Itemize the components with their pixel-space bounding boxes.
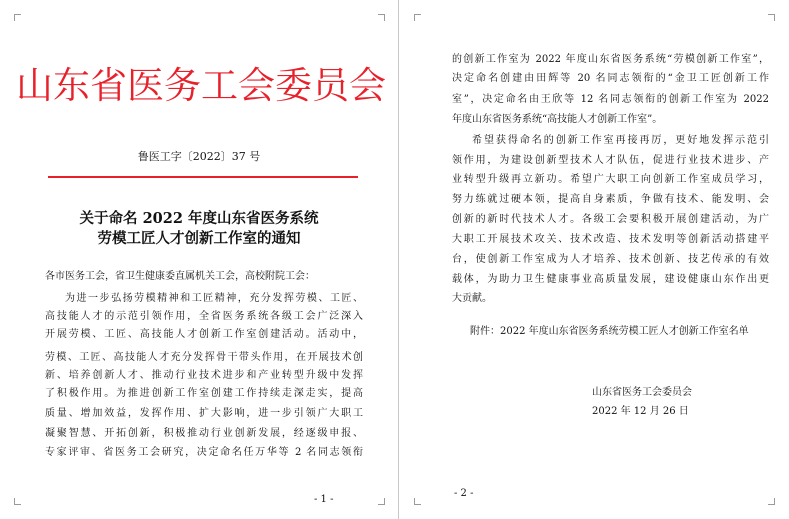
signature-organization: 山东省医务工会委员会 xyxy=(592,387,692,398)
body-line: 劳模、工匠、高技能人才充分发挥骨干带头作用，在开展技术创 xyxy=(45,352,363,363)
crop-mark xyxy=(14,14,21,21)
body-line: 努力练就过硬本领，提高自身素质，争做有技术、能发明、会 xyxy=(452,194,769,205)
body-line: 质量、增加效益，发挥作用、扩大影响，进一步引领广大职工 xyxy=(45,408,363,419)
body-line: 的创新工作室为 2022 年度山东省医务系统“劳模创新工作室”， xyxy=(452,54,769,65)
body-line: 开展劳模、工匠、高技能人才创新工作室创建活动。活动中， xyxy=(45,329,363,340)
crop-mark xyxy=(414,14,421,21)
body-line: 专家评审、省医务工会研究，决定命名任万华等 2 名同志领衔 xyxy=(45,447,363,458)
attachment-note: 附件：2022 年度山东省医务系统劳模工匠人才创新工作室名单 xyxy=(470,326,749,337)
document-title-line: 劳模工匠人才创新工作室的通知 xyxy=(97,230,301,247)
org-letterhead: 山东省医务工会委员会 xyxy=(16,64,386,107)
crop-mark xyxy=(378,498,385,505)
page-divider xyxy=(398,0,399,519)
body-line: 凝聚智慧、开拓创新，积极推动行业创新发展，经逐级申报、 xyxy=(45,428,363,439)
body-line: 年度山东省医务系统“高技能人才创新工作室”。 xyxy=(452,114,663,125)
body-line: 了积极作用。为推进创新工作室创建工作持续走深走实，提高 xyxy=(45,388,363,399)
page-number: - 2 - xyxy=(454,488,474,499)
signature-date: 2022 年 12 月 26 日 xyxy=(592,406,689,417)
body-line: 业转型升级再立新功。希望广大职工向创新工作室成员学习， xyxy=(452,174,769,185)
salutation: 各市医务工会，省卫生健康委直属机关工会，高校附院工会： xyxy=(45,271,315,282)
body-line: 载体，为助力卫生健康事业高质量发展，建设健康山东作出更 xyxy=(452,274,769,285)
body-line: 台，使创新工作室成为人才培养、技术创新、技艺传承的有效 xyxy=(452,254,769,265)
page-number: - 1 - xyxy=(314,494,334,505)
crop-mark xyxy=(14,498,21,505)
document-number: 鲁医工字〔2022〕37 号 xyxy=(137,150,261,163)
body-line: 室”，决定命名由王欣等 12 名同志领衔的创新工作室为 2022 xyxy=(452,94,769,105)
crop-mark xyxy=(768,14,775,21)
document-title-line: 关于命名 2022 年度山东省医务系统 xyxy=(79,210,319,227)
crop-mark xyxy=(414,498,421,505)
body-line: 希望获得命名的创新工作室再接再厉，更好地发挥示范引 xyxy=(472,135,769,146)
crop-mark xyxy=(378,14,385,21)
body-line: 创新的新时代技术人才。各级工会要积极开展创建活动，为广 xyxy=(452,214,769,225)
crop-mark xyxy=(768,498,775,505)
body-line: 高技能人才的示范引领作用，全省医务系统各级工会广泛深入 xyxy=(45,311,363,322)
red-divider-line xyxy=(48,176,358,178)
body-line: 新、培养创新人才、推动行业技术进步和产业转型升级中发挥 xyxy=(45,370,363,381)
body-line: 决定命名创建由田辉等 20 名同志领衔的“金卫工匠创新工作 xyxy=(452,73,769,84)
body-line: 领作用，为建设创新型技术人才队伍，促进行业技术进步、产 xyxy=(452,155,769,166)
body-line: 大职工开展技术攻关、技术改造、技术发明等创新活动搭建平 xyxy=(452,234,769,245)
body-line: 大贡献。 xyxy=(452,293,492,304)
body-line: 为进一步弘扬劳模精神和工匠精神，充分发挥劳模、工匠、 xyxy=(65,293,363,304)
